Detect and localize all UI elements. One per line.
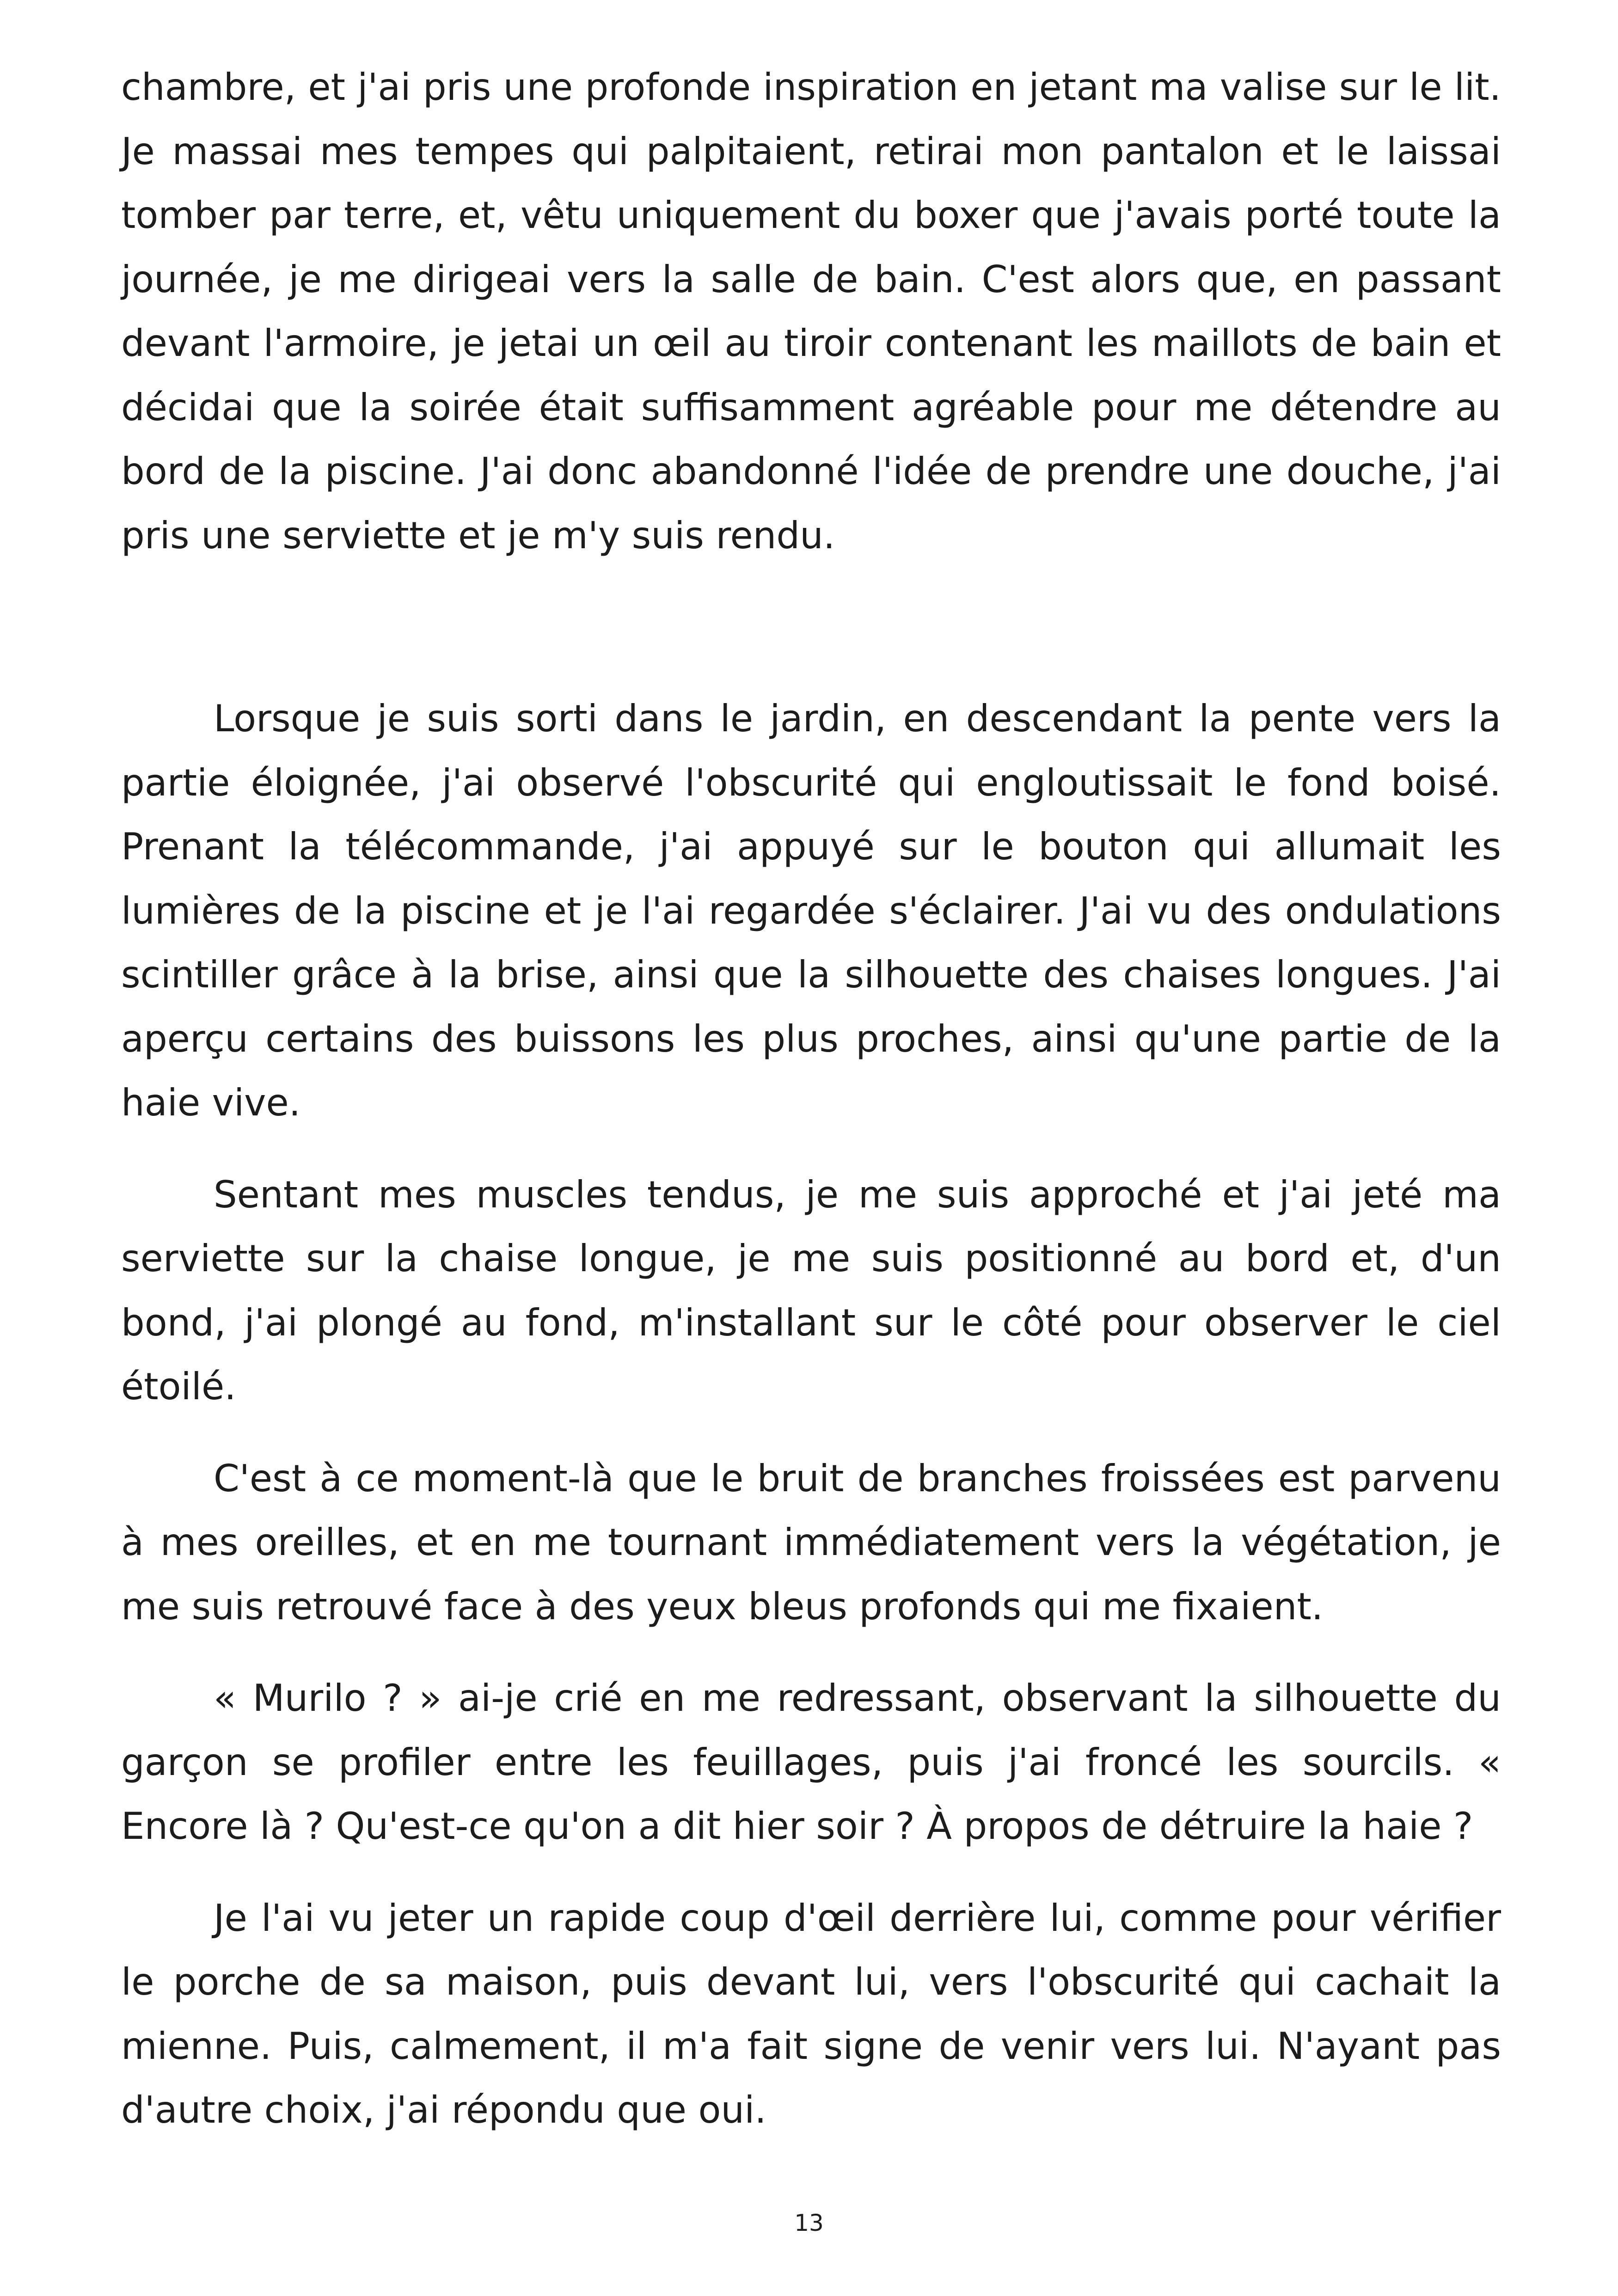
paragraph-4: C'est à ce moment-là que le bruit de branches froissées est parvenu à mes oreilles, et en me tournant immédiatement vers la végétation, je me suis retrouvé face à des yeux bleus profonds qui me fixaient. (121, 1457, 1501, 1628)
paragraph-5: « Murilo ? » ai-je crié en me redressant, observant la silhouette du garçon se profiler entre les feuillages, puis j'ai froncé les sourcils. « Encore là ? Qu'est-ce qu'on a dit hier soir ? À propos de détruire la haie ? (121, 1677, 1501, 1848)
paragraph-3: Sentant mes muscles tendus, je me suis approché et j'ai jeté ma serviette sur la chaise longue, je me suis positionné au bord et, d'un bond, j'ai plongé au fond, m'installant sur le côté pour observer le ciel étoilé. (121, 1173, 1501, 1408)
paragraph-6: Je l'ai vu jeter un rapide coup d'œil derrière lui, comme pour vérifier le porche de sa maison, puis devant lui, vers l'obscurité qui cachait la mienne. Puis, calmement, il m'a fait signe de venir vers lui. N'ayant pas d'autre choix, j'ai répondu que oui. (121, 1896, 1501, 2131)
paragraph-1: chambre, et j'ai pris une profonde inspiration en jetant ma valise sur le lit. Je massai mes tempes qui palpitaient, retirai mon pantalon et le laissai tomber par terre, et, vêtu uniquement du boxer que j'avais porté toute la journée, je me dirigeai vers la salle de bain. C'est alors que, en passant devant l'armoire, je jetai un œil au tiroir contenant les maillots de bain et décidai que la soirée était suffisamment agréable pour me détendre au bord de la piscine. J'ai donc abandonné l'idée de prendre une douche, j'ai pris une serviette et je m'y suis rendu. (121, 66, 1501, 557)
paragraph-2: Lorsque je suis sorti dans le jardin, en descendant la pente vers la partie éloignée, j'ai observé l'obscurité qui engloutissait le fond boisé. Prenant la télécommande, j'ai appuyé sur le bouton qui allumait les lumières de la piscine et je l'ai regardée s'éclairer. J'ai vu des ondulations scintiller grâce à la brise, ainsi que la silhouette des chaises longues. J'ai aperçu certains des buissons les plus proches, ainsi qu'une partie de la haie vive. (121, 697, 1501, 1124)
page-number: 13 (794, 2210, 824, 2236)
body-text (121, 55, 1501, 2143)
